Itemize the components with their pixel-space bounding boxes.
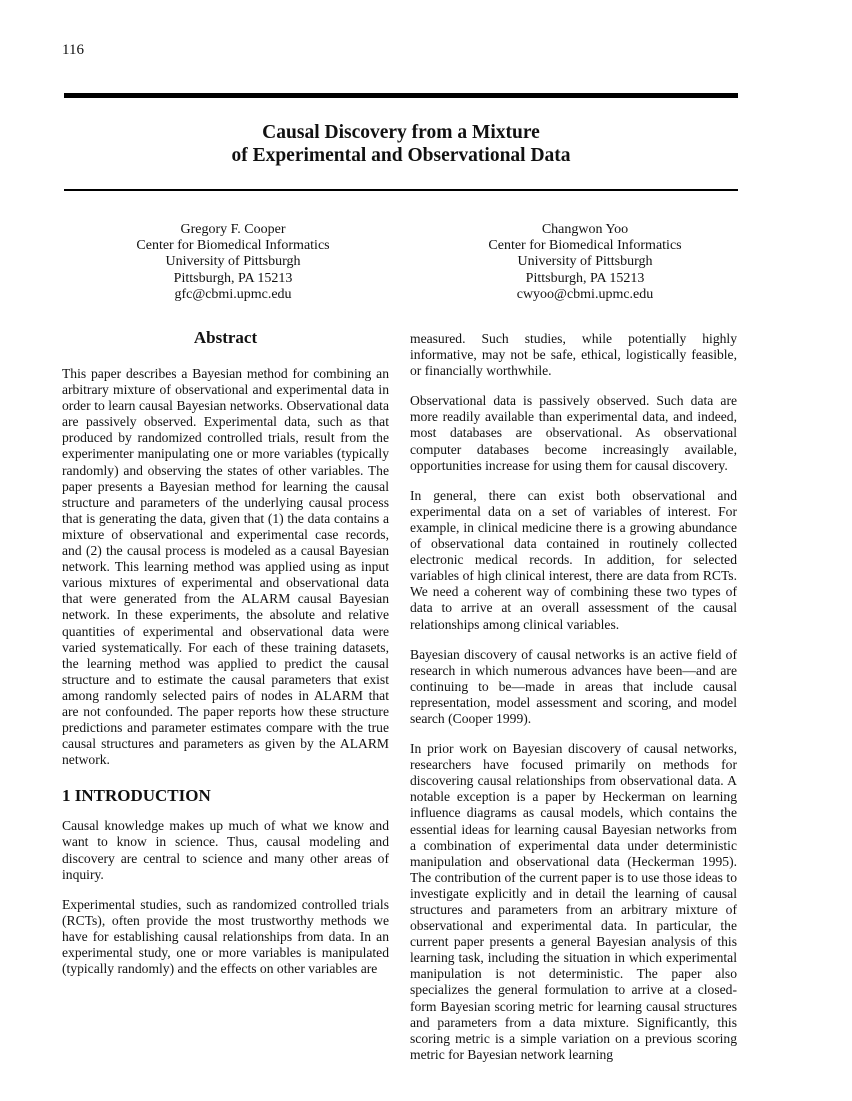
author-name: Changwon Yoo — [541, 222, 629, 237]
intro-paragraph: Causal knowledge makes up much of what we know and want to know in science. Thus, causal modeling and discovery are central to science and many other areas of inquiry. — [62, 818, 389, 882]
title-line-2: of Experimental and Observational Data — [231, 145, 571, 166]
author-name: Gregory F. Cooper — [180, 222, 286, 237]
body-paragraph: Bayesian discovery of causal networks is an active field of research in which numerous advances have been—and are continuing to be—made in areas that include causal representation, model assessment and scoring, and model search (Cooper 1999). — [410, 646, 737, 726]
author-email: cwyoo@cbmi.upmc.edu — [516, 286, 654, 302]
body-paragraph: In general, there can exist both observational and experimental data on a set of variables of interest. For example, in clinical medicine there is a growing abundance of observational data contained in routinely collected electronic medical records. In addition, for selected variables of high clinical interest, there are data from RCTs. We need a coherent way of combining these two types of data to arrive at an overall assessment of the causal relationships among clinical variables. — [410, 487, 737, 632]
body-paragraph: In prior work on Bayesian discovery of causal networks, researchers have focused primarily on methods for discovering causal relationships from observational data. A notable exception is a paper by Heckerman on learning influence diagrams as causal models, which contains the essential ideas for learning causal Bayesian networks from a combination of experimental data under deterministic manipulation and observational data (Heckerman 1995). The contribution of the current paper is to use those ideas to investigate explicitly and in detail the learning of causal structures and parameters from an arbitrary mixture of observational and experimental data. In particular, the current paper presents a general Bayesian analysis of this learning task, including the situation in which experimental manipulation is not deterministic. The paper also specializes the general formulation to arrive at a closed-form Bayesian scoring metric for learning causal structures and parameters from a data mixture. Significantly, this scoring metric is a simple variation on a previous scoring metric for Bayesian network learning — [410, 741, 737, 1062]
author-email: gfc@cbmi.upmc.edu — [174, 286, 292, 302]
author-institution: University of Pittsburgh — [165, 254, 301, 270]
author-affiliation: Center for Biomedical Informatics — [136, 238, 330, 254]
paper-title — [64, 121, 738, 167]
author-address: Pittsburgh, PA 15213 — [525, 270, 645, 286]
body-paragraph: Observational data is passively observed. Such data are more readily available than experimental data, and indeed, most databases are observational. As observational computer databases become increasingly available, opportunities increase for using them for causal discovery. — [410, 393, 737, 473]
author-affiliation: Center for Biomedical Informatics — [488, 238, 682, 254]
title-rule — [64, 189, 738, 191]
author-address: Pittsburgh, PA 15213 — [173, 270, 293, 286]
author-block-1 — [73, 222, 393, 303]
right-column — [410, 331, 737, 1077]
author-block-2 — [425, 222, 745, 303]
title-line-1: Causal Discovery from a Mixture — [262, 122, 540, 143]
top-rule — [64, 93, 738, 98]
page-number: 116 — [62, 42, 84, 58]
body-paragraph: measured. Such studies, while potentially highly informative, may not be safe, ethical, logistically feasible, or financially worthwhile. — [410, 331, 737, 379]
author-institution: University of Pittsburgh — [517, 254, 653, 270]
left-column — [62, 328, 389, 991]
intro-paragraph: Experimental studies, such as randomized controlled trials (RCTs), often provide the most trustworthy methods we have for establishing causal relationships from data. In an experimental study, one or more variables is manipulated (typically randomly) and the effects on other variables are — [62, 896, 389, 977]
introduction-heading: 1 INTRODUCTION — [62, 786, 211, 806]
abstract-text: This paper describes a Bayesian method for combining an arbitrary mixture of observational and experimental data in order to learn causal Bayesian networks. Observational data are passively observed. Experimental data, such as that produced by randomized controlled trials, result from the experimenter manipulating one or more variables (typically randomly) and observing the states of other variables. The paper presents a Bayesian method for learning the causal structure and parameters of the underlying causal process that is generating the data, given that (1) the data contains a mixture of observational and experimental case records, and (2) the causal process is modeled as a causal Bayesian network. This learning method was applied using as input various mixtures of experimental and observational data that were generated from the ALARM causal Bayesian network. In these experiments, the absolute and relative quantities of experimental and observational data were varied systematically. For each of these training datasets, the learning method was applied to predict the causal structure and to estimate the causal parameters that exist among randomly selected pairs of nodes in ALARM that are not confounded. The paper reports how these structure predictions and parameter estimates compare with the true causal structures and parameters as given by the ALARM network. — [62, 366, 389, 768]
abstract-heading: Abstract — [193, 328, 258, 347]
